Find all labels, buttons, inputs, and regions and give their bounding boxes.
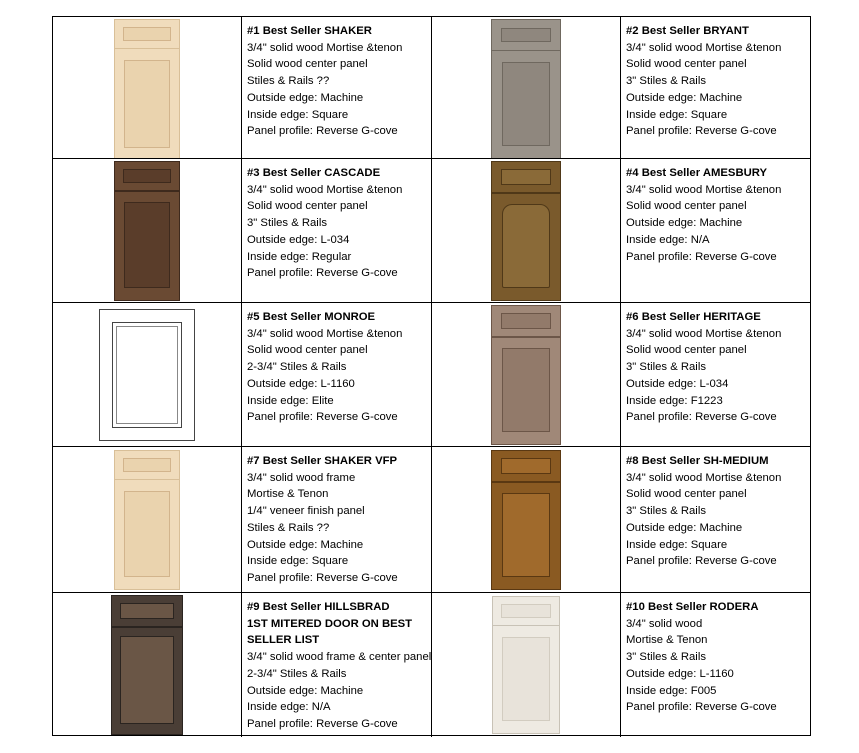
door-image-cell: [432, 593, 621, 737]
door-title: #3 Best Seller CASCADE: [247, 167, 381, 179]
door-spec-cell: [621, 447, 811, 593]
spec-line: Inside edge: Square: [247, 555, 349, 568]
spec-line: Panel profile: Reverse G-cove: [626, 701, 777, 714]
sh-medium-door-image: [491, 450, 561, 590]
shaker-vfp-door-image: [114, 450, 180, 590]
spec-line: Panel profile: Reverse G-cove: [626, 555, 777, 568]
spec-line: Solid wood center panel: [247, 344, 368, 357]
spec-line: Stiles & Rails ??: [247, 521, 330, 534]
door-spec-cell: [621, 593, 811, 737]
spec-line: 3/4" solid wood: [626, 617, 703, 630]
spec-line: Mortise & Tenon: [626, 634, 708, 647]
spec-line: Inside edge: Square: [626, 108, 728, 121]
spec-line: 3" Stiles & Rails: [626, 505, 706, 518]
spec-line: 3/4" solid wood Mortise &tenon: [626, 41, 782, 54]
door-catalog-table: [52, 16, 811, 736]
spec-line: Solid wood center panel: [626, 488, 747, 501]
shaker-door-image: [114, 19, 180, 160]
door-image-cell: [53, 447, 242, 593]
spec-line: 3/4" solid wood Mortise &tenon: [626, 471, 782, 484]
door-title-line-3: SELLER LIST: [247, 634, 320, 647]
door-title: #4 Best Seller AMESBURY: [626, 167, 768, 179]
spec-line: 3/4" solid wood Mortise &tenon: [247, 327, 403, 340]
spec-line: Outside edge: Machine: [247, 684, 364, 697]
door-image-cell: [53, 303, 242, 447]
spec-line: Solid wood center panel: [247, 58, 368, 71]
spec-line: Stiles & Rails ??: [247, 75, 330, 88]
door-image-cell: [432, 447, 621, 593]
spec-line: Panel profile: Reverse G-cove: [626, 250, 777, 263]
spec-line: Inside edge: F005: [626, 684, 717, 697]
spec-line: Panel profile: Reverse G-cove: [626, 125, 777, 138]
spec-line: Outside edge: Machine: [626, 521, 743, 534]
spec-line: 3/4" solid wood frame & center panel: [247, 651, 432, 664]
door-image-cell: [53, 17, 242, 159]
spec-line: 3/4" solid wood Mortise &tenon: [247, 183, 403, 196]
rodera-door-image: [492, 596, 560, 734]
spec-line: Solid wood center panel: [626, 200, 747, 213]
door-title: #9 Best Seller HILLSBRAD: [247, 601, 390, 613]
door-spec-cell: [242, 447, 432, 593]
door-image-cell: [53, 159, 242, 303]
spec-line: 3/4" solid wood Mortise &tenon: [626, 327, 782, 340]
spec-line: Inside edge: F1223: [626, 394, 723, 407]
door-spec-cell: [621, 159, 811, 303]
door-title-line-2: 1ST MITERED DOOR ON BEST: [247, 617, 413, 630]
spec-line: Solid wood center panel: [626, 344, 747, 357]
amesbury-door-image: [491, 161, 561, 301]
spec-line: Outside edge: Machine: [626, 91, 743, 104]
cascade-door-image: [114, 161, 180, 301]
spec-line: Panel profile: Reverse G-cove: [247, 267, 398, 280]
spec-line: Inside edge: N/A: [247, 701, 331, 714]
spec-line: Panel profile: Reverse G-cove: [247, 125, 398, 138]
door-spec-cell: [242, 303, 432, 447]
door-title: #8 Best Seller SH-MEDIUM: [626, 455, 769, 467]
spec-line: Outside edge: L-1160: [626, 667, 734, 680]
spec-line: Inside edge: Square: [247, 108, 349, 121]
door-spec-cell: [242, 159, 432, 303]
door-title: #1 Best Seller SHAKER: [247, 25, 372, 37]
spec-line: 3" Stiles & Rails: [626, 75, 706, 88]
spec-line: 3" Stiles & Rails: [626, 651, 706, 664]
spec-line: 3" Stiles & Rails: [247, 217, 327, 230]
spec-line: 3/4" solid wood frame: [247, 471, 356, 484]
monroe-door-image: [99, 309, 195, 441]
door-title: #2 Best Seller BRYANT: [626, 25, 749, 37]
spec-line: Inside edge: Regular: [247, 250, 352, 263]
bryant-door-image: [491, 19, 561, 160]
spec-line: Panel profile: Reverse G-cove: [247, 717, 398, 730]
spec-line: Outside edge: Machine: [626, 217, 743, 230]
door-image-cell: [432, 303, 621, 447]
spec-line: 1/4" veneer finish panel: [247, 505, 365, 518]
door-title: #6 Best Seller HERITAGE: [626, 311, 761, 323]
spec-line: 2-3/4" Stiles & Rails: [247, 667, 347, 680]
spec-line: 3/4" solid wood Mortise &tenon: [626, 183, 782, 196]
spec-line: Inside edge: N/A: [626, 233, 710, 246]
spec-line: Outside edge: L-034: [626, 377, 729, 390]
spec-line: Panel profile: Reverse G-cove: [247, 571, 398, 584]
spec-line: Panel profile: Reverse G-cove: [626, 411, 777, 424]
spec-line: Outside edge: L-034: [247, 233, 350, 246]
spec-line: 3/4" solid wood Mortise &tenon: [247, 41, 403, 54]
door-title: #5 Best Seller MONROE: [247, 311, 376, 323]
door-spec-cell: [242, 593, 432, 737]
hillsbrad-door-image: [111, 595, 183, 735]
spec-line: 3" Stiles & Rails: [626, 361, 706, 374]
spec-line: Outside edge: L-1160: [247, 377, 355, 390]
heritage-door-image: [491, 305, 561, 445]
spec-line: 2-3/4" Stiles & Rails: [247, 361, 347, 374]
spec-line: Mortise & Tenon: [247, 488, 329, 501]
spec-line: Inside edge: Elite: [247, 394, 334, 407]
door-spec-cell: [242, 17, 432, 159]
spec-line: Solid wood center panel: [247, 200, 368, 213]
spec-line: Solid wood center panel: [626, 58, 747, 71]
door-spec-cell: [621, 303, 811, 447]
spec-line: Inside edge: Square: [626, 538, 728, 551]
spec-line: Outside edge: Machine: [247, 91, 364, 104]
door-image-cell: [53, 593, 242, 737]
spec-line: Outside edge: Machine: [247, 538, 364, 551]
door-image-cell: [432, 17, 621, 159]
door-image-cell: [432, 159, 621, 303]
door-spec-cell: [621, 17, 811, 159]
spec-line: Panel profile: Reverse G-cove: [247, 411, 398, 424]
door-title: #10 Best Seller RODERA: [626, 601, 759, 613]
door-title: #7 Best Seller SHAKER VFP: [247, 455, 398, 467]
